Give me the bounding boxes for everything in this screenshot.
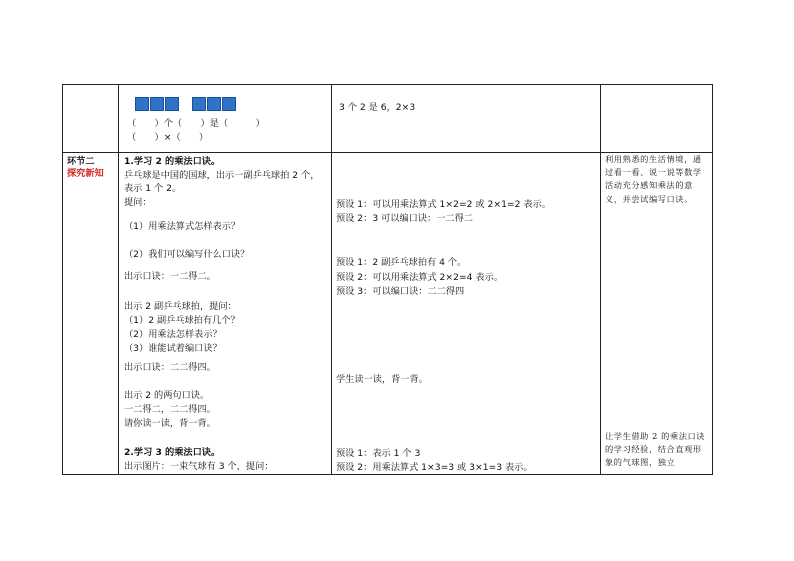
blue-square: [222, 97, 236, 111]
design-intent-note: 利用熟悉的生活情境，通过看一看、说一说等数学活动充分感知乘法的意义，并尝试编写口诀。: [605, 154, 702, 204]
teacher-text: 请你读一读，背一背。: [124, 418, 216, 429]
lesson-plan-table: [62, 84, 713, 475]
teacher-text: 出示 2 副乒乓球拍，提问：: [124, 301, 237, 312]
teacher-question: （2）用乘法怎样表示？: [124, 329, 222, 340]
teacher-question: （1）用乘法算式怎样表示？: [124, 221, 241, 232]
student-answer: 3 个 2 是 6，2×3: [339, 102, 416, 113]
section-title: 探究新知: [67, 168, 104, 179]
teacher-text: 出示口诀：二二得四。: [124, 362, 216, 373]
blue-square: [150, 97, 164, 111]
teacher-question: （1）2 副乒乓球拍有几个？: [124, 315, 240, 326]
column-divider: [118, 85, 119, 474]
teacher-text: 表示 1 个 2。: [124, 183, 182, 194]
teacher-text: 出示口诀：一二得二。: [124, 271, 216, 282]
student-answer: 预设 2：3 可以编口诀：一二得二: [336, 213, 473, 224]
teacher-question: （2）我们可以编写什么口诀？: [124, 249, 250, 260]
heading-learn-3: 2.学习 3 的乘法口诀。: [124, 447, 221, 458]
student-answer: 预设 1：可以用乘法算式 1×2=2 或 2×1=2 表示。: [336, 199, 551, 210]
teacher-text: 提问：: [124, 197, 152, 208]
teacher-text: 一二得二，二二得四。: [124, 404, 216, 415]
column-divider: [600, 85, 601, 474]
student-answer: 学生读一读，背一背。: [336, 374, 428, 385]
blue-square: [135, 97, 149, 111]
teacher-text: 乒乓球是中国的国球，出示一副乒乓球拍 2 个，: [124, 170, 320, 181]
section-label: 环节二: [67, 156, 95, 167]
blue-square: [207, 97, 221, 111]
teacher-question: （3）谁能试着编口诀？: [124, 343, 222, 354]
blue-square: [192, 97, 206, 111]
teacher-text: 出示图片：一束气球有 3 个，提问：: [124, 461, 274, 472]
student-answer: 预设 3：可以编口诀：二二得四: [336, 286, 465, 297]
student-answer: 预设 1：表示 1 个 3: [336, 448, 421, 459]
blue-square: [165, 97, 179, 111]
student-answer: 预设 2：可以用乘法算式 2×2=4 表示。: [336, 272, 503, 283]
design-intent-note: 让学生借助 2 的乘法口诀的学习经验，结合直观形象的气球图，独立: [605, 431, 706, 468]
student-answer: 预设 1：2 副乒乓球拍有 4 个。: [336, 257, 467, 268]
fill-blank-sentence: （ ）个（ ）是（ ）: [127, 118, 265, 129]
heading-learn-2: 1.学习 2 的乘法口诀。: [124, 156, 221, 167]
student-answer: 预设 2：用乘法算式 1×3=3 或 3×1=3 表示。: [336, 462, 533, 473]
fill-blank-equation: （ ）×（ ）: [127, 132, 209, 143]
teacher-text: 出示 2 的两句口诀。: [124, 390, 210, 401]
column-divider: [331, 85, 332, 474]
